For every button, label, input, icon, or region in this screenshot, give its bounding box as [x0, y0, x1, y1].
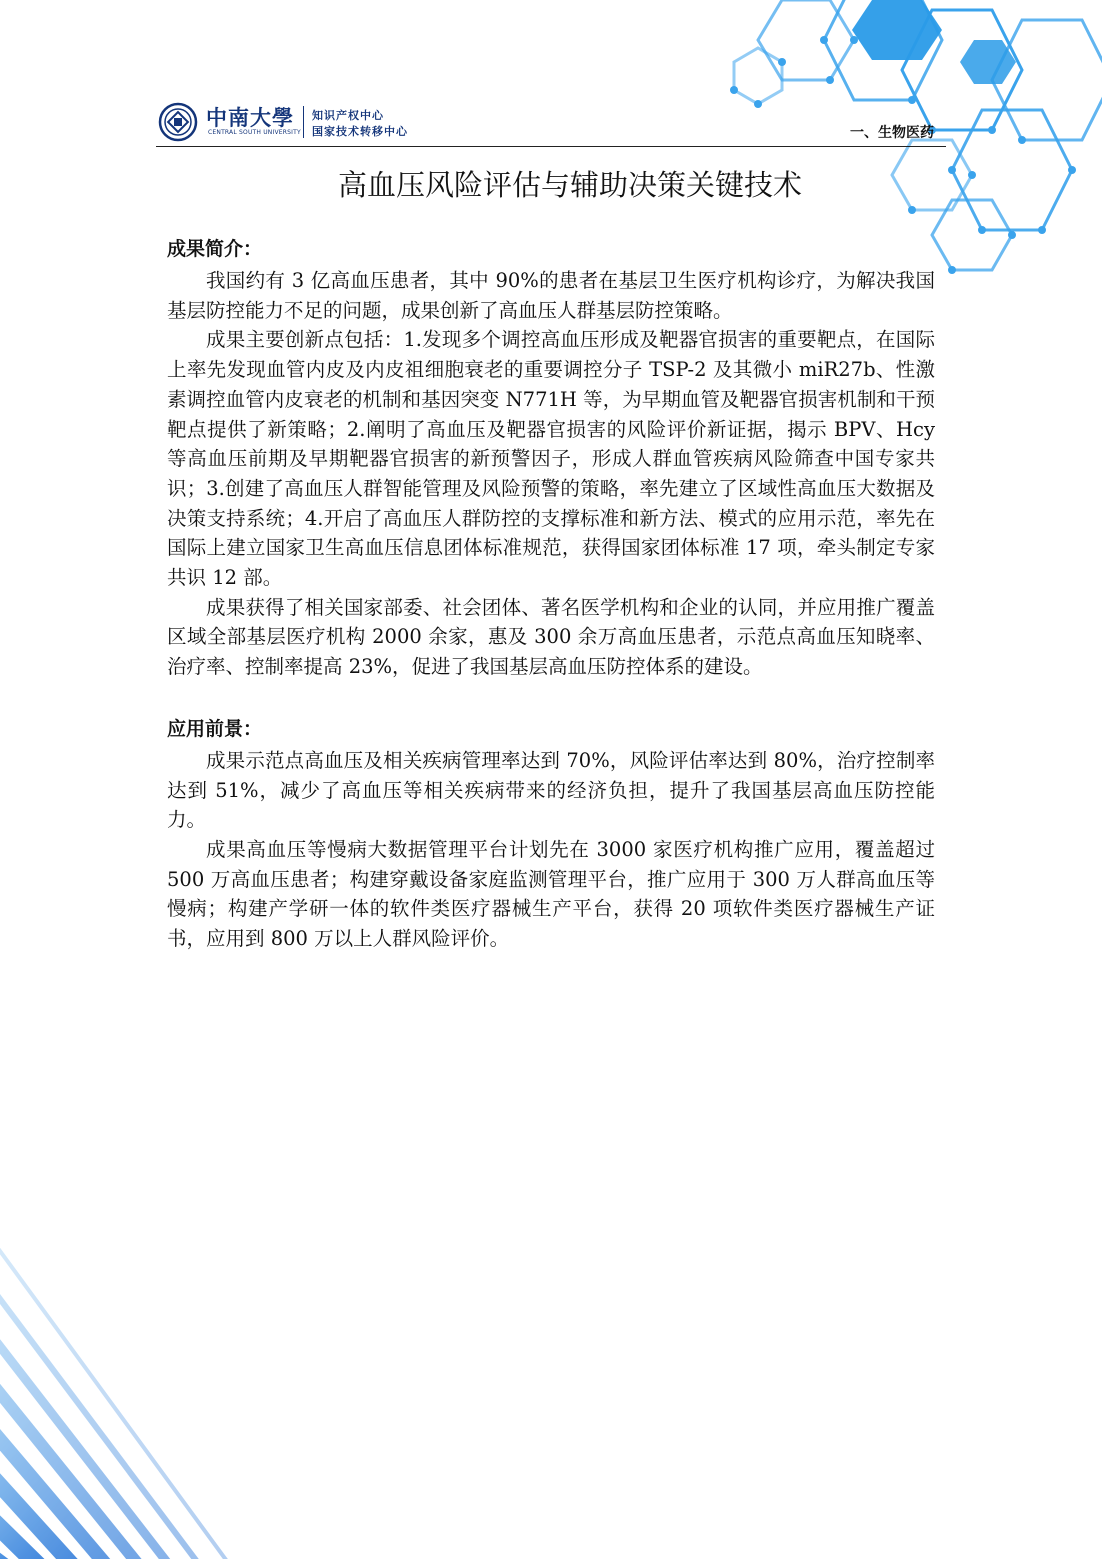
prospects-paragraph-1: 成果示范点高血压及相关疾病管理率达到 70%，风险评估率达到 80%，治疗控制率达到 51%，减少了高血压等相关疾病带来的经济负担，提升了我国基层高血压防控能力。	[167, 748, 935, 832]
section-tag: 一、生物医药	[850, 125, 934, 141]
stripe-decoration	[0, 1139, 300, 1559]
section-spacer	[167, 682, 935, 712]
summary-paragraph-1: 我国约有 3 亿高血压患者，其中 90%的患者在基层卫生医疗机构诊疗，为解决我国基层防控能力不足的问题，成果创新了高血压人群基层防控策略。	[167, 269, 935, 322]
section-heading-prospects: 应用前景：	[167, 717, 263, 740]
center-name-line2: 国家技术转移中心	[312, 125, 408, 138]
center-name-line1: 知识产权中心	[312, 109, 384, 122]
document-body	[167, 232, 935, 954]
header-divider	[303, 106, 304, 138]
page-header	[156, 98, 946, 147]
summary-paragraph-3: 成果获得了相关国家部委、社会团体、著名医学机构和企业的认同，并应用推广覆盖区域全部基层医疗机构 2000 余家，惠及 300 余万高血压患者，示范点高血压知晓率、治疗率、控制率提高 23%，促进了我国基层高血压防控体系的建设。	[167, 595, 935, 679]
university-name-en: CENTRAL SOUTH UNIVERSITY	[208, 129, 301, 136]
prospects-paragraph-2: 成果高血压等慢病大数据管理平台计划先在 3000 家医疗机构推广应用，覆盖超过 500 万高血压患者；构建穿戴设备家庭监测管理平台，推广应用于 300 万人群高血压等慢病；构建产学研一体的软件类医疗器械生产平台，获得 20 项软件类医疗器械生产证书，应用到 800 万以上人群风险评价。	[167, 837, 935, 951]
page-title: 高血压风险评估与辅助决策关键技术	[337, 168, 802, 202]
university-logo-icon	[158, 102, 198, 142]
section-heading-summary: 成果简介：	[167, 238, 263, 260]
university-name-cn: 中南大學	[206, 105, 294, 130]
summary-paragraph-2: 成果主要创新点包括：1.发现多个调控高血压形成及靶器官损害的重要靶点，在国际上率先发现血管内皮及内皮祖细胞衰老的重要调控分子 TSP-2 及其微小 miR27b、性激素调控血管内皮衰老的机制和基因突变 N771H 等，为早期血管及靶器官损害机制和干预靶点提供了新策略；2.阐明了高血压及靶器官损害的风险评价新证据，揭示 BPV、Hcy 等高血压前期及早期靶器官损害的新预警因子，形成人群血管疾病风险筛查中国专家共识；3.创建了高血压人群智能管理及风险预警的策略，率先建立了区域性高血压大数据及决策支持系统；4.开启了高血压人群防控的支撑标准和新方法、模式的应用示范，率先在国际上建立国家卫生高血压信息团体标准规范，获得国家团体标准 17 项，牵头制定专家共识 12 部。	[167, 328, 935, 590]
